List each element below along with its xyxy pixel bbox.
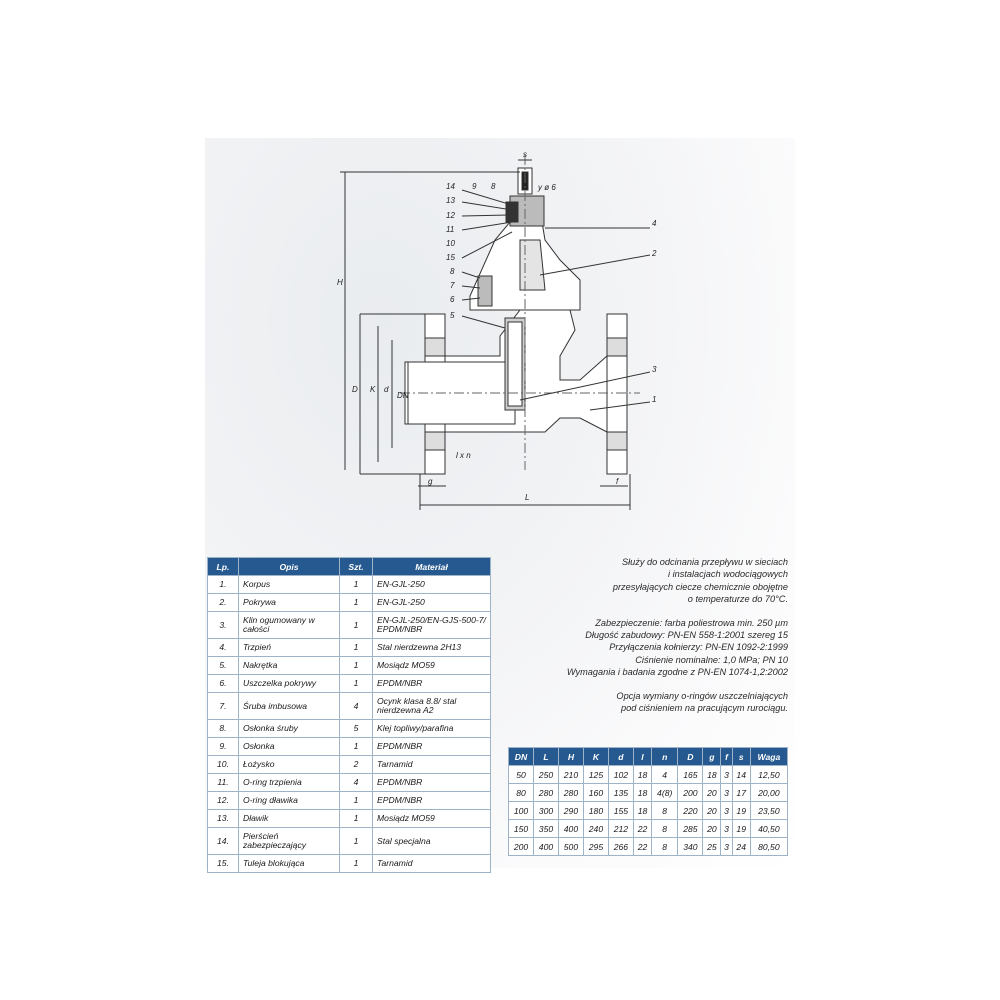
part-qty: 1 xyxy=(340,576,373,594)
part-material: Ocynk klasa 8.8/ stal nierdzewna A2 xyxy=(373,693,491,720)
note-line: Opcja wymiany o-ringów uszczelniających xyxy=(616,690,788,701)
callout-14: 14 xyxy=(446,182,455,191)
dims-cell: 18 xyxy=(703,766,721,784)
callout-10: 10 xyxy=(446,239,455,248)
dims-cell: 4 xyxy=(652,766,678,784)
part-qty: 1 xyxy=(340,792,373,810)
callout-12: 12 xyxy=(446,211,455,220)
table-row xyxy=(208,594,491,612)
dims-cell: 165 xyxy=(678,766,703,784)
callout-2: 2 xyxy=(652,249,657,258)
dims-cell: 8 xyxy=(652,820,678,838)
part-material: Mosiądz MO59 xyxy=(373,810,491,828)
table-row xyxy=(208,792,491,810)
dims-cell: 80 xyxy=(509,784,534,802)
dims-cell: 280 xyxy=(533,784,558,802)
note-line: i instalacjach wodociągowych xyxy=(667,569,788,580)
dims-header-cell: K xyxy=(583,748,608,766)
part-material: EN-GJL-250 xyxy=(373,576,491,594)
part-qty: 4 xyxy=(340,693,373,720)
part-lp: 4. xyxy=(208,639,239,657)
table-row xyxy=(208,675,491,693)
dims-cell: 18 xyxy=(633,784,651,802)
part-lp: 1. xyxy=(208,576,239,594)
part-lp: 9. xyxy=(208,738,239,756)
dims-cell: 80,50 xyxy=(750,838,787,856)
table-row xyxy=(208,657,491,675)
part-desc: O-ring dławika xyxy=(239,792,340,810)
table-row xyxy=(208,810,491,828)
table-row xyxy=(208,693,491,720)
part-lp: 7. xyxy=(208,693,239,720)
dims-cell: 3 xyxy=(721,784,732,802)
dim-H: H xyxy=(337,278,343,287)
dims-cell: 18 xyxy=(633,802,651,820)
callout-7: 7 xyxy=(450,281,455,290)
notes-paragraph-specs xyxy=(488,617,788,679)
dims-cell: 24 xyxy=(732,838,750,856)
header-szt: Szt. xyxy=(340,558,373,576)
part-desc: Klin ogumowany w całości xyxy=(239,612,340,639)
notes-paragraph-option xyxy=(488,690,788,715)
part-material: EPDM/NBR xyxy=(373,738,491,756)
table-row xyxy=(208,756,491,774)
part-desc: Pokrywa xyxy=(239,594,340,612)
part-qty: 1 xyxy=(340,675,373,693)
part-desc: Osłonka xyxy=(239,738,340,756)
part-lp: 3. xyxy=(208,612,239,639)
part-desc: Śruba imbusowa xyxy=(239,693,340,720)
part-material: EPDM/NBR xyxy=(373,792,491,810)
note-line: Służy do odcinania przepływu w sieciach xyxy=(622,557,788,567)
part-qty: 4 xyxy=(340,774,373,792)
dims-cell: 23,50 xyxy=(750,802,787,820)
dims-cell: 160 xyxy=(583,784,608,802)
callout-1: 1 xyxy=(652,395,657,404)
parts-table xyxy=(207,557,491,873)
callout-13: 13 xyxy=(446,196,455,205)
dims-header-cell: f xyxy=(721,748,732,766)
header-material: Materiał xyxy=(373,558,491,576)
dims-cell: 19 xyxy=(732,802,750,820)
dims-cell: 200 xyxy=(678,784,703,802)
dims-cell: 155 xyxy=(608,802,633,820)
dims-cell: 20 xyxy=(703,802,721,820)
dims-cell: 3 xyxy=(721,802,732,820)
dims-cell: 20 xyxy=(703,784,721,802)
dims-cell: 3 xyxy=(721,820,732,838)
dims-cell: 3 xyxy=(721,838,732,856)
part-desc: Dławik xyxy=(239,810,340,828)
note-line: o temperaturze do 70°C. xyxy=(687,594,788,605)
part-lp: 6. xyxy=(208,675,239,693)
part-lp: 10. xyxy=(208,756,239,774)
dim-g: g xyxy=(428,477,433,486)
dims-cell: 290 xyxy=(558,802,583,820)
dims-cell: 212 xyxy=(608,820,633,838)
dims-cell: 180 xyxy=(583,802,608,820)
callout-5: 5 xyxy=(450,311,455,320)
dims-cell: 8 xyxy=(652,802,678,820)
part-qty: 1 xyxy=(340,639,373,657)
table-row xyxy=(208,612,491,639)
dims-cell: 18 xyxy=(633,766,651,784)
part-desc: Nakrętka xyxy=(239,657,340,675)
dims-cell: 3 xyxy=(721,766,732,784)
part-desc: Trzpień xyxy=(239,639,340,657)
table-row xyxy=(208,639,491,657)
dims-header-cell: l xyxy=(633,748,651,766)
table-row xyxy=(509,766,788,784)
table-row xyxy=(509,784,788,802)
part-material: EPDM/NBR xyxy=(373,774,491,792)
note-line: Zabezpieczenie: farba poliestrowa min. 250 µm xyxy=(595,617,788,628)
table-row xyxy=(208,774,491,792)
dims-cell: 350 xyxy=(533,820,558,838)
table-row xyxy=(208,828,491,855)
part-qty: 1 xyxy=(340,855,373,873)
table-row xyxy=(509,820,788,838)
dim-y-diam: y ø 6 xyxy=(538,183,556,192)
part-desc: Pierścień zabezpieczający xyxy=(239,828,340,855)
part-qty: 1 xyxy=(340,594,373,612)
dims-cell: 400 xyxy=(533,838,558,856)
part-lp: 12. xyxy=(208,792,239,810)
header-lp: Lp. xyxy=(208,558,239,576)
part-lp: 15. xyxy=(208,855,239,873)
dims-header-cell: g xyxy=(703,748,721,766)
part-lp: 8. xyxy=(208,720,239,738)
dims-header-cell: Waga xyxy=(750,748,787,766)
table-row xyxy=(509,802,788,820)
dims-cell: 100 xyxy=(509,802,534,820)
part-material: EN-GJL-250 xyxy=(373,594,491,612)
dims-header-cell: s xyxy=(732,748,750,766)
part-material: Stal nierdzewna 2H13 xyxy=(373,639,491,657)
dims-cell: 19 xyxy=(732,820,750,838)
callout-9: 9 xyxy=(472,182,477,191)
note-line: Długość zabudowy: PN-EN 558-1:2001 szereg 15 xyxy=(585,630,788,641)
dims-cell: 8 xyxy=(652,838,678,856)
part-desc: Korpus xyxy=(239,576,340,594)
dims-cell: 300 xyxy=(533,802,558,820)
dims-cell: 125 xyxy=(583,766,608,784)
dims-cell: 4(8) xyxy=(652,784,678,802)
part-qty: 5 xyxy=(340,720,373,738)
dims-header-cell: d xyxy=(608,748,633,766)
dimensions-table xyxy=(508,747,788,856)
dim-s: s xyxy=(523,150,527,159)
part-material: EPDM/NBR xyxy=(373,675,491,693)
note-line: Ciśnienie nominalne: 1,0 MPa; PN 10 xyxy=(635,654,788,665)
note-line: przesyłających ciecze chemicznie obojętne xyxy=(612,581,788,592)
dim-f: f xyxy=(616,477,619,486)
part-desc: Osłonka śruby xyxy=(239,720,340,738)
dims-cell: 280 xyxy=(558,784,583,802)
part-qty: 2 xyxy=(340,756,373,774)
dims-cell: 295 xyxy=(583,838,608,856)
part-lp: 13. xyxy=(208,810,239,828)
dims-cell: 50 xyxy=(509,766,534,784)
part-desc: Łożysko xyxy=(239,756,340,774)
dims-cell: 340 xyxy=(678,838,703,856)
part-material: EN-GJL-250/EN-GJS-500-7/ EPDM/NBR xyxy=(373,612,491,639)
dims-cell: 500 xyxy=(558,838,583,856)
note-line: Przyłączenia kołnierzy: PN-EN 1092-2:1999 xyxy=(609,642,788,653)
part-qty: 1 xyxy=(340,657,373,675)
callout-6: 6 xyxy=(450,295,455,304)
table-row xyxy=(208,855,491,873)
callout-8: 8 xyxy=(491,182,496,191)
dims-cell: 210 xyxy=(558,766,583,784)
dims-cell: 14 xyxy=(732,766,750,784)
dims-cell: 220 xyxy=(678,802,703,820)
table-row xyxy=(208,576,491,594)
part-qty: 1 xyxy=(340,828,373,855)
callout-4: 4 xyxy=(652,219,657,228)
part-material: Klej topliwy/parafina xyxy=(373,720,491,738)
table-row xyxy=(208,720,491,738)
part-desc: O-ring trzpienia xyxy=(239,774,340,792)
callout-8b: 8 xyxy=(450,267,455,276)
dims-cell: 20,00 xyxy=(750,784,787,802)
dims-header-cell: H xyxy=(558,748,583,766)
part-lp: 14. xyxy=(208,828,239,855)
dims-cell: 240 xyxy=(583,820,608,838)
part-qty: 1 xyxy=(340,612,373,639)
dims-cell: 20 xyxy=(703,820,721,838)
dims-cell: 102 xyxy=(608,766,633,784)
dim-DN: DN xyxy=(397,391,409,400)
parts-header-row xyxy=(208,558,491,576)
callout-15: 15 xyxy=(446,253,455,262)
dims-cell: 150 xyxy=(509,820,534,838)
callout-3: 3 xyxy=(652,365,657,374)
note-line: Wymagania i badania zgodne z PN-EN 1074-1,2:2002 xyxy=(566,667,788,678)
dims-header-cell: DN xyxy=(509,748,534,766)
dim-lxn: l x n xyxy=(456,451,471,460)
dims-cell: 285 xyxy=(678,820,703,838)
part-material: Tarnamid xyxy=(373,855,491,873)
notes-paragraph-usage xyxy=(488,556,788,606)
part-lp: 2. xyxy=(208,594,239,612)
dim-L: L xyxy=(525,493,530,502)
dims-cell: 200 xyxy=(509,838,534,856)
part-lp: 11. xyxy=(208,774,239,792)
note-line: pod ciśnieniem na pracującym rurociągu. xyxy=(621,703,788,714)
dim-d: d xyxy=(384,385,389,394)
dims-header-row xyxy=(509,748,788,766)
part-desc: Uszczelka pokrywy xyxy=(239,675,340,693)
header-opis: Opis xyxy=(239,558,340,576)
table-row xyxy=(208,738,491,756)
part-material: Mosiądz MO59 xyxy=(373,657,491,675)
part-desc: Tuleja blokująca xyxy=(239,855,340,873)
part-lp: 5. xyxy=(208,657,239,675)
dims-cell: 400 xyxy=(558,820,583,838)
dims-cell: 40,50 xyxy=(750,820,787,838)
dims-cell: 22 xyxy=(633,820,651,838)
dims-header-cell: D xyxy=(678,748,703,766)
dims-cell: 25 xyxy=(703,838,721,856)
callout-11: 11 xyxy=(446,225,455,234)
part-material: Stal specjalna xyxy=(373,828,491,855)
dims-cell: 250 xyxy=(533,766,558,784)
dims-header-cell: n xyxy=(652,748,678,766)
part-material: Tarnamid xyxy=(373,756,491,774)
dims-cell: 17 xyxy=(732,784,750,802)
dims-cell: 135 xyxy=(608,784,633,802)
part-qty: 1 xyxy=(340,738,373,756)
dims-cell: 266 xyxy=(608,838,633,856)
dim-K: K xyxy=(370,385,376,394)
dims-cell: 12,50 xyxy=(750,766,787,784)
part-qty: 1 xyxy=(340,810,373,828)
table-row xyxy=(509,838,788,856)
dim-D: D xyxy=(352,385,358,394)
dims-cell: 22 xyxy=(633,838,651,856)
description-notes xyxy=(488,556,788,714)
dims-header-cell: L xyxy=(533,748,558,766)
